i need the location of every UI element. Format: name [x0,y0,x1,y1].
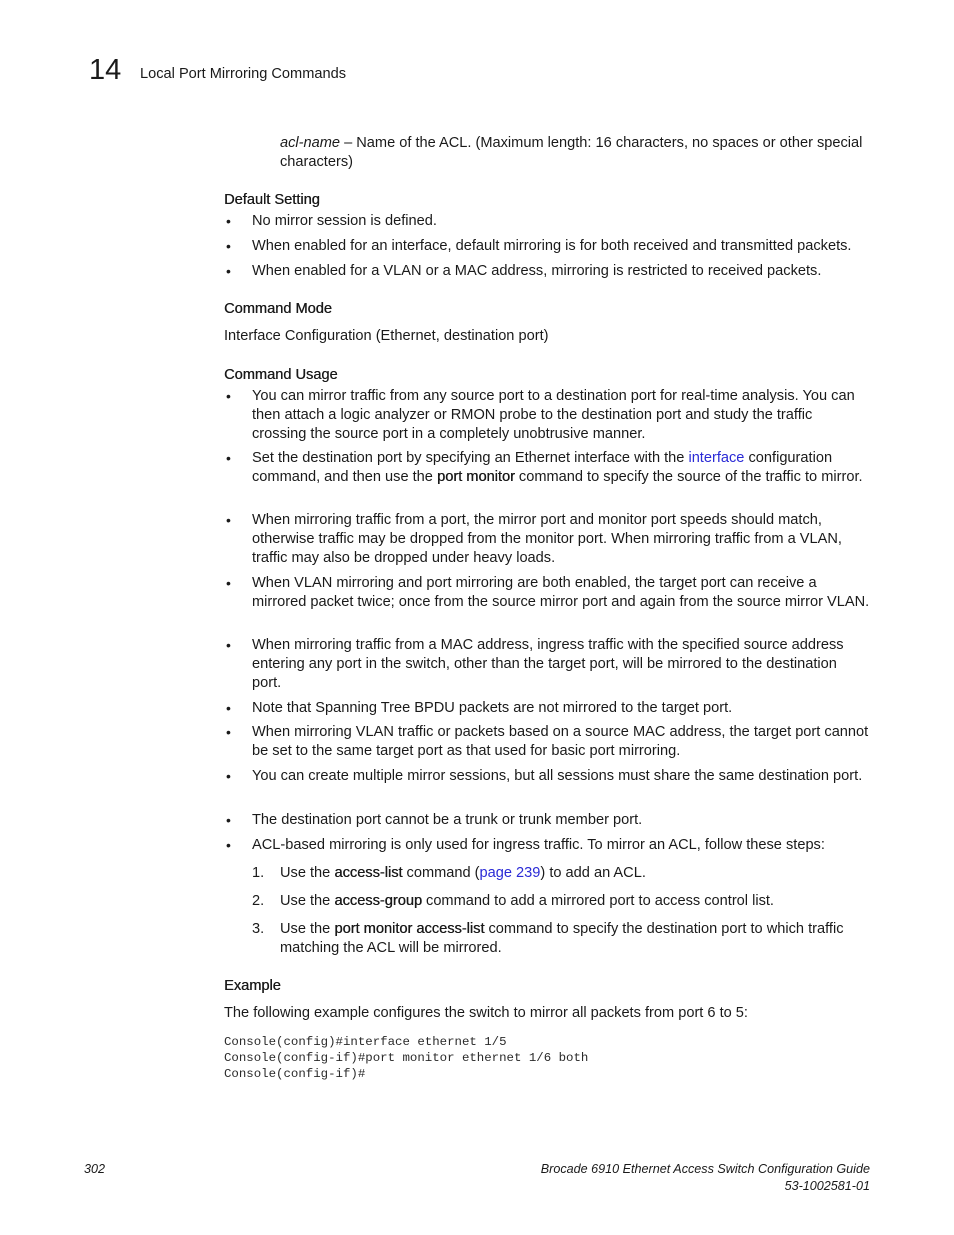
code-line: Console(config-if)#port monitor ethernet 1/6 both [224,1051,589,1065]
doc-number: 53-1002581-01 [784,1179,870,1193]
bullet-icon: • [226,700,231,716]
chapter-number: 14 [89,54,122,86]
acl-name-description: – Name of the ACL. (Maximum length: 16 characters, no spaces or other special characters) [280,135,863,170]
example-text: The following example configures the switch to mirror all packets from port 6 to 5: [224,1005,748,1021]
code-line: Console(config-if)# [224,1067,366,1081]
footer-title [541,1161,870,1195]
bullet-icon: • [226,812,231,828]
bullet-icon: • [226,450,231,466]
bullet-icon: • [226,637,231,653]
bullet-icon: • [226,213,231,229]
bullet-icon: • [226,512,231,528]
interface-link[interactable]: interface [688,450,745,466]
command-mode-heading: Command Mode [224,301,332,317]
command-keyword: access-list [334,865,403,881]
command-usage-heading: Command Usage [224,367,338,383]
acl-name-parameter [280,134,870,172]
page-link[interactable]: page 239 [479,865,541,881]
code-line: Console(config)#interface ethernet 1/5 [224,1035,507,1049]
page-number: 302 [84,1162,106,1176]
command-keyword: access-group [334,893,422,909]
default-setting-heading: Default Setting [224,192,320,208]
bullet-icon: • [226,768,231,784]
bullet-icon: • [226,238,231,254]
example-heading: Example [224,978,281,994]
command-keyword: port monitor [436,468,515,485]
acl-name-term: acl-name [280,135,341,151]
command-mode-text: Interface Configuration (Ethernet, destination port) [224,328,549,344]
bullet-icon: • [226,837,231,853]
guide-title: Brocade 6910 Ethernet Access Switch Configuration Guide [540,1162,870,1176]
chapter-title: Local Port Mirroring Commands [140,66,347,82]
bullet-icon: • [226,263,231,279]
bullet-icon: • [226,575,231,591]
bullet-icon: • [226,724,231,740]
bullet-icon: • [226,388,231,404]
command-keyword: port monitor access-list [334,921,485,937]
